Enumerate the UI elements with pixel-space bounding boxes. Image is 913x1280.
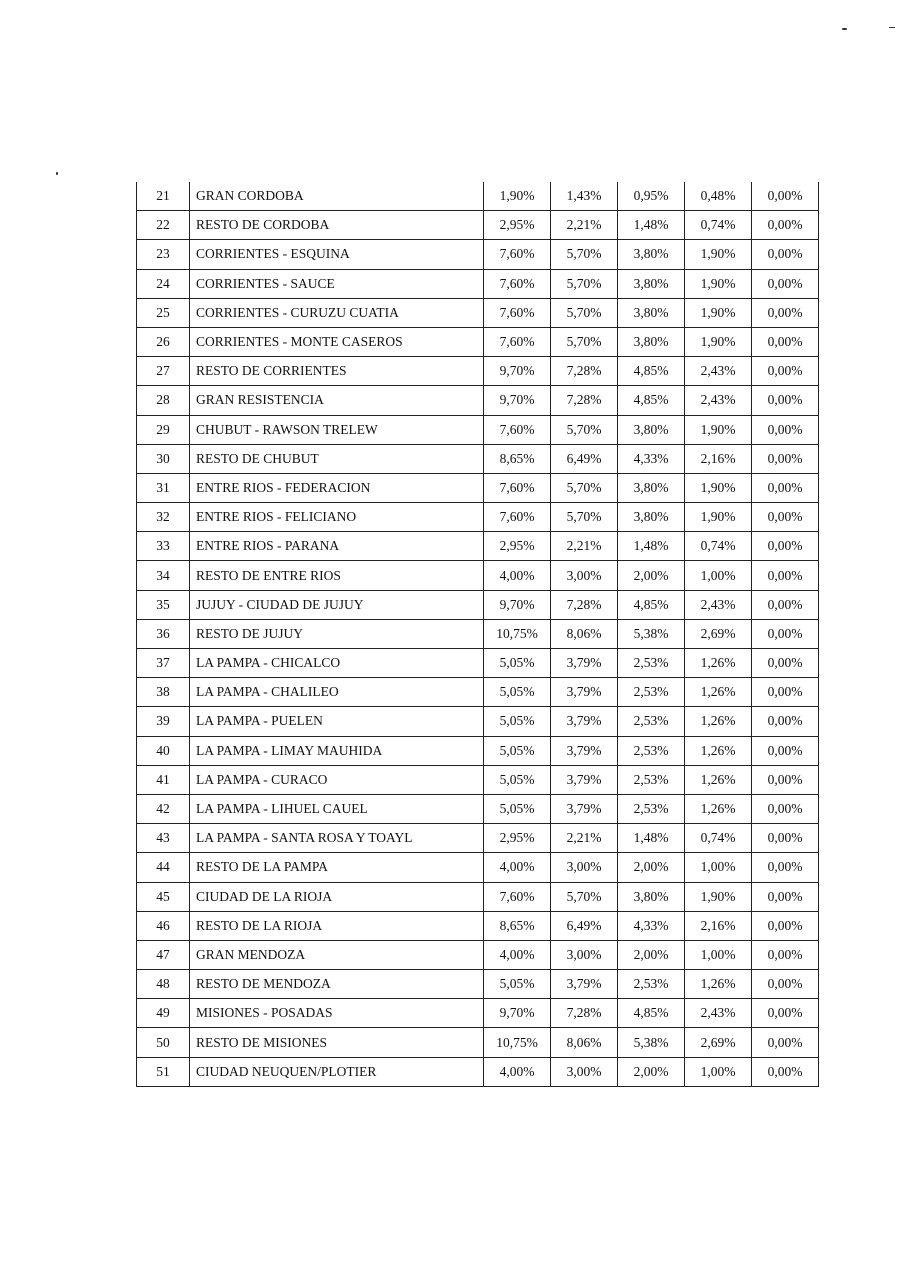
rate-col-4: 1,90% bbox=[685, 240, 752, 269]
rate-col-1: 10,75% bbox=[484, 619, 551, 648]
rate-col-4: 1,90% bbox=[685, 327, 752, 356]
rate-col-2: 6,49% bbox=[551, 444, 618, 473]
region-name: CHUBUT - RAWSON TRELEW bbox=[190, 415, 484, 444]
rate-col-5: 0,00% bbox=[752, 444, 819, 473]
row-number: 46 bbox=[137, 911, 190, 940]
rate-col-2: 3,79% bbox=[551, 765, 618, 794]
rate-col-2: 5,70% bbox=[551, 473, 618, 502]
rate-col-5: 0,00% bbox=[752, 327, 819, 356]
rate-col-2: 5,70% bbox=[551, 298, 618, 327]
rate-col-3: 3,80% bbox=[618, 415, 685, 444]
table-row bbox=[137, 707, 819, 736]
region-name: LA PAMPA - LIHUEL CAUEL bbox=[190, 794, 484, 823]
region-name: LA PAMPA - CHALILEO bbox=[190, 678, 484, 707]
region-name: JUJUY - CIUDAD DE JUJUY bbox=[190, 590, 484, 619]
rate-col-1: 5,05% bbox=[484, 678, 551, 707]
row-number: 37 bbox=[137, 649, 190, 678]
rate-col-1: 5,05% bbox=[484, 736, 551, 765]
rate-col-2: 3,79% bbox=[551, 707, 618, 736]
rate-col-3: 4,85% bbox=[618, 999, 685, 1028]
rate-col-3: 2,00% bbox=[618, 561, 685, 590]
rate-col-2: 3,00% bbox=[551, 561, 618, 590]
rate-col-3: 5,38% bbox=[618, 1028, 685, 1057]
rate-col-1: 7,60% bbox=[484, 882, 551, 911]
rate-col-5: 0,00% bbox=[752, 940, 819, 969]
rate-col-4: 1,90% bbox=[685, 415, 752, 444]
rate-col-2: 5,70% bbox=[551, 269, 618, 298]
rate-col-3: 3,80% bbox=[618, 269, 685, 298]
rate-col-4: 2,16% bbox=[685, 911, 752, 940]
rate-col-5: 0,00% bbox=[752, 853, 819, 882]
table-row bbox=[137, 1057, 819, 1086]
rate-col-2: 5,70% bbox=[551, 503, 618, 532]
rate-col-4: 0,48% bbox=[685, 182, 752, 211]
table-row bbox=[137, 1028, 819, 1057]
rate-col-5: 0,00% bbox=[752, 970, 819, 999]
rate-col-1: 7,60% bbox=[484, 473, 551, 502]
rate-col-4: 1,26% bbox=[685, 794, 752, 823]
rate-col-5: 0,00% bbox=[752, 1028, 819, 1057]
row-number: 27 bbox=[137, 357, 190, 386]
rate-col-4: 1,90% bbox=[685, 298, 752, 327]
row-number: 24 bbox=[137, 269, 190, 298]
table-row bbox=[137, 327, 819, 356]
region-name: RESTO DE JUJUY bbox=[190, 619, 484, 648]
scan-speck bbox=[889, 27, 895, 28]
rate-col-5: 0,00% bbox=[752, 765, 819, 794]
rate-col-4: 1,00% bbox=[685, 561, 752, 590]
rate-col-3: 3,80% bbox=[618, 327, 685, 356]
rate-col-1: 7,60% bbox=[484, 269, 551, 298]
table-row bbox=[137, 444, 819, 473]
table-row bbox=[137, 590, 819, 619]
rate-col-2: 6,49% bbox=[551, 911, 618, 940]
rate-col-3: 4,33% bbox=[618, 444, 685, 473]
row-number: 49 bbox=[137, 999, 190, 1028]
rate-col-2: 5,70% bbox=[551, 327, 618, 356]
scan-speck bbox=[56, 172, 58, 175]
rate-col-4: 1,26% bbox=[685, 649, 752, 678]
rate-col-3: 2,00% bbox=[618, 940, 685, 969]
row-number: 34 bbox=[137, 561, 190, 590]
row-number: 23 bbox=[137, 240, 190, 269]
table-row bbox=[137, 824, 819, 853]
region-name: ENTRE RIOS - FEDERACION bbox=[190, 473, 484, 502]
table-row bbox=[137, 561, 819, 590]
rate-col-1: 2,95% bbox=[484, 211, 551, 240]
row-number: 25 bbox=[137, 298, 190, 327]
table-row bbox=[137, 911, 819, 940]
row-number: 40 bbox=[137, 736, 190, 765]
rate-col-5: 0,00% bbox=[752, 357, 819, 386]
rate-col-3: 2,00% bbox=[618, 1057, 685, 1086]
table-row bbox=[137, 503, 819, 532]
rate-col-5: 0,00% bbox=[752, 736, 819, 765]
table-row bbox=[137, 240, 819, 269]
rate-col-2: 3,00% bbox=[551, 1057, 618, 1086]
table-row bbox=[137, 415, 819, 444]
row-number: 45 bbox=[137, 882, 190, 911]
rate-col-4: 0,74% bbox=[685, 211, 752, 240]
row-number: 41 bbox=[137, 765, 190, 794]
rate-col-2: 7,28% bbox=[551, 386, 618, 415]
row-number: 35 bbox=[137, 590, 190, 619]
rate-col-5: 0,00% bbox=[752, 678, 819, 707]
rate-col-2: 3,79% bbox=[551, 794, 618, 823]
rate-col-3: 4,85% bbox=[618, 357, 685, 386]
rate-col-4: 1,90% bbox=[685, 503, 752, 532]
rate-col-3: 3,80% bbox=[618, 298, 685, 327]
row-number: 32 bbox=[137, 503, 190, 532]
region-name: CORRIENTES - SAUCE bbox=[190, 269, 484, 298]
table-row bbox=[137, 940, 819, 969]
rate-col-1: 9,70% bbox=[484, 590, 551, 619]
region-name: RESTO DE MENDOZA bbox=[190, 970, 484, 999]
region-name: RESTO DE CORDOBA bbox=[190, 211, 484, 240]
table-row bbox=[137, 211, 819, 240]
rate-col-4: 1,26% bbox=[685, 970, 752, 999]
rate-col-1: 2,95% bbox=[484, 532, 551, 561]
table-row bbox=[137, 794, 819, 823]
rate-col-4: 2,43% bbox=[685, 590, 752, 619]
table-row bbox=[137, 182, 819, 211]
row-number: 50 bbox=[137, 1028, 190, 1057]
region-name: ENTRE RIOS - PARANA bbox=[190, 532, 484, 561]
region-name: MISIONES - POSADAS bbox=[190, 999, 484, 1028]
rate-col-1: 4,00% bbox=[484, 1057, 551, 1086]
region-name: RESTO DE CORRIENTES bbox=[190, 357, 484, 386]
table-row bbox=[137, 649, 819, 678]
rate-col-3: 3,80% bbox=[618, 503, 685, 532]
rate-col-4: 1,00% bbox=[685, 1057, 752, 1086]
rate-col-5: 0,00% bbox=[752, 473, 819, 502]
rate-col-5: 0,00% bbox=[752, 386, 819, 415]
row-number: 31 bbox=[137, 473, 190, 502]
rate-col-5: 0,00% bbox=[752, 911, 819, 940]
region-name: LA PAMPA - PUELEN bbox=[190, 707, 484, 736]
row-number: 26 bbox=[137, 327, 190, 356]
rate-col-1: 5,05% bbox=[484, 707, 551, 736]
rate-col-1: 9,70% bbox=[484, 357, 551, 386]
table-row bbox=[137, 765, 819, 794]
rate-col-4: 0,74% bbox=[685, 824, 752, 853]
region-name: CORRIENTES - CURUZU CUATIA bbox=[190, 298, 484, 327]
rate-col-3: 4,85% bbox=[618, 386, 685, 415]
rate-col-3: 3,80% bbox=[618, 882, 685, 911]
row-number: 44 bbox=[137, 853, 190, 882]
region-name: GRAN MENDOZA bbox=[190, 940, 484, 969]
rate-col-1: 7,60% bbox=[484, 240, 551, 269]
rate-col-3: 2,53% bbox=[618, 736, 685, 765]
rate-col-3: 5,38% bbox=[618, 619, 685, 648]
rate-col-4: 2,16% bbox=[685, 444, 752, 473]
rates-table bbox=[136, 182, 819, 1087]
rate-col-2: 8,06% bbox=[551, 1028, 618, 1057]
region-name: RESTO DE MISIONES bbox=[190, 1028, 484, 1057]
row-number: 33 bbox=[137, 532, 190, 561]
rate-col-1: 4,00% bbox=[484, 561, 551, 590]
rate-col-2: 3,00% bbox=[551, 853, 618, 882]
rate-col-4: 1,26% bbox=[685, 736, 752, 765]
table-row bbox=[137, 882, 819, 911]
rate-col-2: 5,70% bbox=[551, 240, 618, 269]
rate-col-4: 2,69% bbox=[685, 1028, 752, 1057]
region-name: ENTRE RIOS - FELICIANO bbox=[190, 503, 484, 532]
rate-col-1: 7,60% bbox=[484, 298, 551, 327]
row-number: 28 bbox=[137, 386, 190, 415]
rate-col-1: 5,05% bbox=[484, 765, 551, 794]
rate-col-5: 0,00% bbox=[752, 532, 819, 561]
table-row bbox=[137, 736, 819, 765]
rate-col-5: 0,00% bbox=[752, 794, 819, 823]
region-name: RESTO DE ENTRE RIOS bbox=[190, 561, 484, 590]
row-number: 22 bbox=[137, 211, 190, 240]
row-number: 48 bbox=[137, 970, 190, 999]
region-name: LA PAMPA - LIMAY MAUHIDA bbox=[190, 736, 484, 765]
rate-col-1: 9,70% bbox=[484, 999, 551, 1028]
rate-col-1: 8,65% bbox=[484, 911, 551, 940]
rate-col-2: 2,21% bbox=[551, 532, 618, 561]
rate-col-3: 2,53% bbox=[618, 649, 685, 678]
rate-col-1: 2,95% bbox=[484, 824, 551, 853]
rate-col-5: 0,00% bbox=[752, 269, 819, 298]
row-number: 51 bbox=[137, 1057, 190, 1086]
row-number: 30 bbox=[137, 444, 190, 473]
rate-col-5: 0,00% bbox=[752, 211, 819, 240]
rate-col-5: 0,00% bbox=[752, 649, 819, 678]
region-name: CORRIENTES - MONTE CASEROS bbox=[190, 327, 484, 356]
row-number: 29 bbox=[137, 415, 190, 444]
scan-speck bbox=[842, 28, 847, 30]
rate-col-5: 0,00% bbox=[752, 240, 819, 269]
rate-col-5: 0,00% bbox=[752, 298, 819, 327]
region-name: CORRIENTES - ESQUINA bbox=[190, 240, 484, 269]
rate-col-1: 7,60% bbox=[484, 415, 551, 444]
region-name: LA PAMPA - CHICALCO bbox=[190, 649, 484, 678]
rate-col-4: 1,90% bbox=[685, 269, 752, 298]
rate-col-1: 4,00% bbox=[484, 853, 551, 882]
rate-col-3: 1,48% bbox=[618, 211, 685, 240]
rate-col-3: 2,53% bbox=[618, 794, 685, 823]
table-row bbox=[137, 473, 819, 502]
row-number: 43 bbox=[137, 824, 190, 853]
rate-col-3: 4,33% bbox=[618, 911, 685, 940]
rate-col-3: 2,53% bbox=[618, 970, 685, 999]
row-number: 21 bbox=[137, 182, 190, 211]
region-name: LA PAMPA - SANTA ROSA Y TOAYL bbox=[190, 824, 484, 853]
rate-col-2: 3,00% bbox=[551, 940, 618, 969]
rate-col-5: 0,00% bbox=[752, 415, 819, 444]
region-name: GRAN RESISTENCIA bbox=[190, 386, 484, 415]
rate-col-5: 0,00% bbox=[752, 182, 819, 211]
table-row bbox=[137, 357, 819, 386]
rate-col-1: 4,00% bbox=[484, 940, 551, 969]
rate-col-4: 1,90% bbox=[685, 473, 752, 502]
rate-col-1: 9,70% bbox=[484, 386, 551, 415]
rate-col-2: 2,21% bbox=[551, 824, 618, 853]
rate-col-5: 0,00% bbox=[752, 619, 819, 648]
rate-col-5: 0,00% bbox=[752, 999, 819, 1028]
rate-col-2: 5,70% bbox=[551, 882, 618, 911]
region-name: LA PAMPA - CURACO bbox=[190, 765, 484, 794]
rate-col-4: 1,26% bbox=[685, 765, 752, 794]
rate-col-1: 7,60% bbox=[484, 327, 551, 356]
table-row bbox=[137, 532, 819, 561]
rate-col-3: 3,80% bbox=[618, 240, 685, 269]
rate-col-5: 0,00% bbox=[752, 1057, 819, 1086]
table-row bbox=[137, 386, 819, 415]
rate-col-4: 2,43% bbox=[685, 999, 752, 1028]
table-row bbox=[137, 970, 819, 999]
rate-col-3: 3,80% bbox=[618, 473, 685, 502]
table-row bbox=[137, 999, 819, 1028]
rate-col-4: 0,74% bbox=[685, 532, 752, 561]
table-row bbox=[137, 619, 819, 648]
rate-col-1: 5,05% bbox=[484, 649, 551, 678]
rate-col-2: 3,79% bbox=[551, 970, 618, 999]
rate-col-3: 2,53% bbox=[618, 765, 685, 794]
rate-col-3: 1,48% bbox=[618, 824, 685, 853]
region-name: RESTO DE LA RIOJA bbox=[190, 911, 484, 940]
rate-col-2: 2,21% bbox=[551, 211, 618, 240]
rate-col-4: 1,00% bbox=[685, 853, 752, 882]
row-number: 39 bbox=[137, 707, 190, 736]
region-name: RESTO DE LA PAMPA bbox=[190, 853, 484, 882]
rate-col-1: 5,05% bbox=[484, 794, 551, 823]
rate-col-5: 0,00% bbox=[752, 590, 819, 619]
rates-table-body bbox=[137, 182, 819, 1086]
row-number: 38 bbox=[137, 678, 190, 707]
rate-col-4: 1,90% bbox=[685, 882, 752, 911]
rate-col-3: 2,53% bbox=[618, 707, 685, 736]
region-name: CIUDAD DE LA RIOJA bbox=[190, 882, 484, 911]
rate-col-3: 2,00% bbox=[618, 853, 685, 882]
rate-col-4: 1,26% bbox=[685, 707, 752, 736]
rate-col-2: 7,28% bbox=[551, 999, 618, 1028]
rate-col-5: 0,00% bbox=[752, 824, 819, 853]
rate-col-5: 0,00% bbox=[752, 882, 819, 911]
row-number: 47 bbox=[137, 940, 190, 969]
rate-col-3: 4,85% bbox=[618, 590, 685, 619]
rate-col-5: 0,00% bbox=[752, 561, 819, 590]
rate-col-1: 10,75% bbox=[484, 1028, 551, 1057]
rate-col-1: 7,60% bbox=[484, 503, 551, 532]
region-name: RESTO DE CHUBUT bbox=[190, 444, 484, 473]
table-row bbox=[137, 678, 819, 707]
rate-col-3: 0,95% bbox=[618, 182, 685, 211]
rate-col-3: 2,53% bbox=[618, 678, 685, 707]
rate-col-3: 1,48% bbox=[618, 532, 685, 561]
rate-col-2: 3,79% bbox=[551, 649, 618, 678]
rate-col-2: 3,79% bbox=[551, 678, 618, 707]
rate-col-4: 2,43% bbox=[685, 386, 752, 415]
region-name: CIUDAD NEUQUEN/PLOTIER bbox=[190, 1057, 484, 1086]
table-row bbox=[137, 853, 819, 882]
rate-col-2: 3,79% bbox=[551, 736, 618, 765]
rate-col-1: 5,05% bbox=[484, 970, 551, 999]
rate-col-4: 1,26% bbox=[685, 678, 752, 707]
rate-col-4: 2,69% bbox=[685, 619, 752, 648]
rate-col-2: 5,70% bbox=[551, 415, 618, 444]
region-name: GRAN CORDOBA bbox=[190, 182, 484, 211]
row-number: 36 bbox=[137, 619, 190, 648]
rate-col-2: 7,28% bbox=[551, 590, 618, 619]
rate-col-5: 0,00% bbox=[752, 707, 819, 736]
table-row bbox=[137, 269, 819, 298]
rate-col-2: 7,28% bbox=[551, 357, 618, 386]
row-number: 42 bbox=[137, 794, 190, 823]
table-row bbox=[137, 298, 819, 327]
rate-col-2: 8,06% bbox=[551, 619, 618, 648]
rate-col-5: 0,00% bbox=[752, 503, 819, 532]
rate-col-4: 1,00% bbox=[685, 940, 752, 969]
rate-col-1: 8,65% bbox=[484, 444, 551, 473]
rate-col-2: 1,43% bbox=[551, 182, 618, 211]
rate-col-1: 1,90% bbox=[484, 182, 551, 211]
rate-col-4: 2,43% bbox=[685, 357, 752, 386]
